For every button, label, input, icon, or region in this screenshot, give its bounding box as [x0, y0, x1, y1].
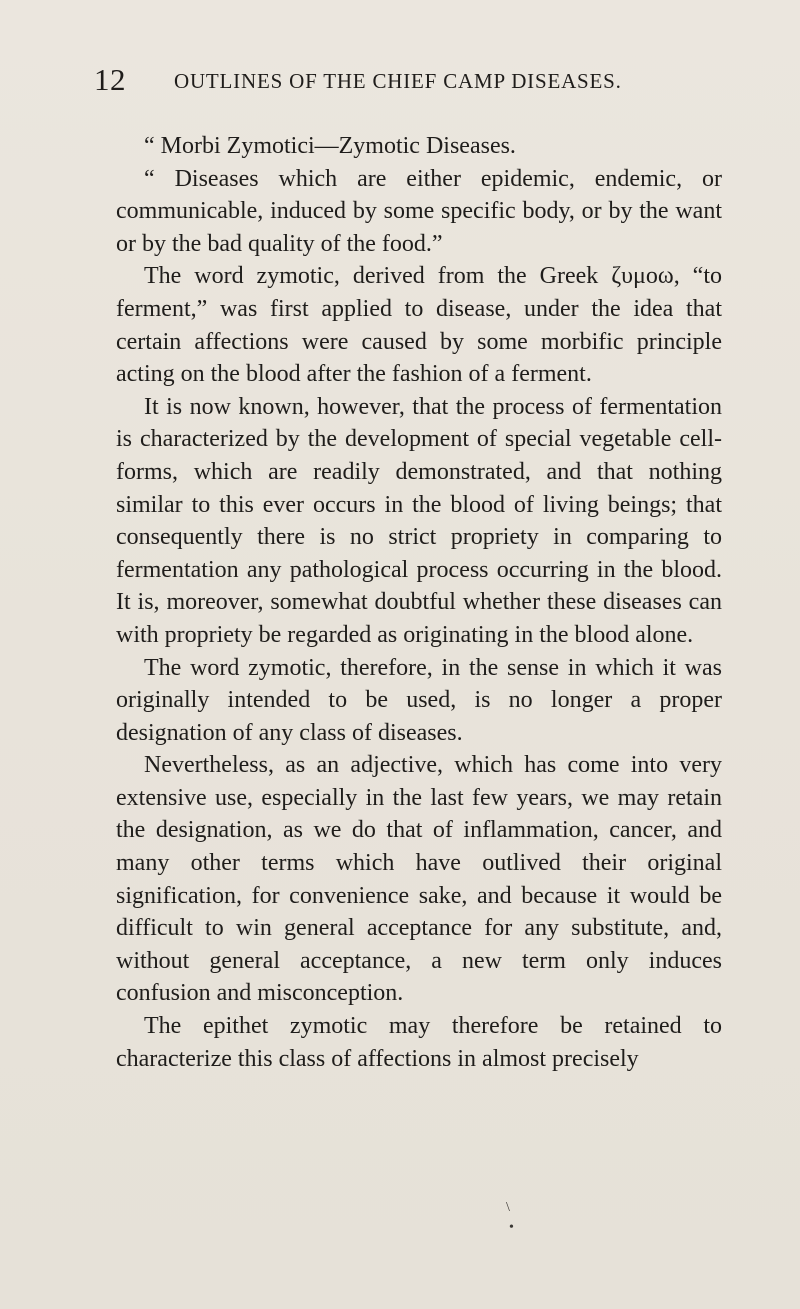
- paragraph-4: It is now known, however, that the process of fermentation is characterized by the development of special vegetable cell-forms, which are readily demonstrated, and that nothing similar to this ever occurs in the blood of living beings; that consequently there is no strict propriety in comparing to fermentation any pathological process occurring in the blood. It is, moreover, somewhat doubtful whether these diseases can with propriety be regarded as originating in the blood alone.: [116, 393, 722, 648]
- paragraph-2: “ Diseases which are either epidemic, endemic, or communicable, induced by some specific body, or by the want or by the bad quality of the food.”: [116, 165, 722, 257]
- running-head: [94, 62, 734, 98]
- stray-mark: \: [506, 1200, 510, 1215]
- paragraph-6: Nevertheless, as an adjective, which has come into very extensive use, especially in the last few years, we may retain the designation, as we do that of inflammation, cancer, and many other terms which have outlived their original signification, for convenience sake, and because it would be difficult to win general acceptance for any substitute, and, without general acceptance, a new term only induces confusion and misconception.: [116, 752, 722, 1007]
- paragraph-3: The word zymotic, derived from the Greek ζυμοω, “to ferment,” was first applied to disease, under the idea that certain affections were caused by some morbific principle acting on the blood after the fashion of a ferment.: [116, 263, 722, 388]
- body-text: [116, 130, 722, 1075]
- stray-dot: •: [509, 1220, 514, 1235]
- paragraph-1: “ Morbi Zymotici—Zymotic Diseases.: [144, 133, 516, 159]
- page-number: 12: [94, 62, 126, 97]
- paragraph-5: The word zymotic, therefore, in the sense in which it was originally intended to be used, is no longer a proper designation of any class of diseases.: [116, 654, 722, 746]
- running-title: OUTLINES OF THE CHIEF CAMP DISEASES.: [174, 69, 622, 93]
- paragraph-7: The epithet zymotic may therefore be retained to characterize this class of affections in almost precisely: [116, 1013, 722, 1072]
